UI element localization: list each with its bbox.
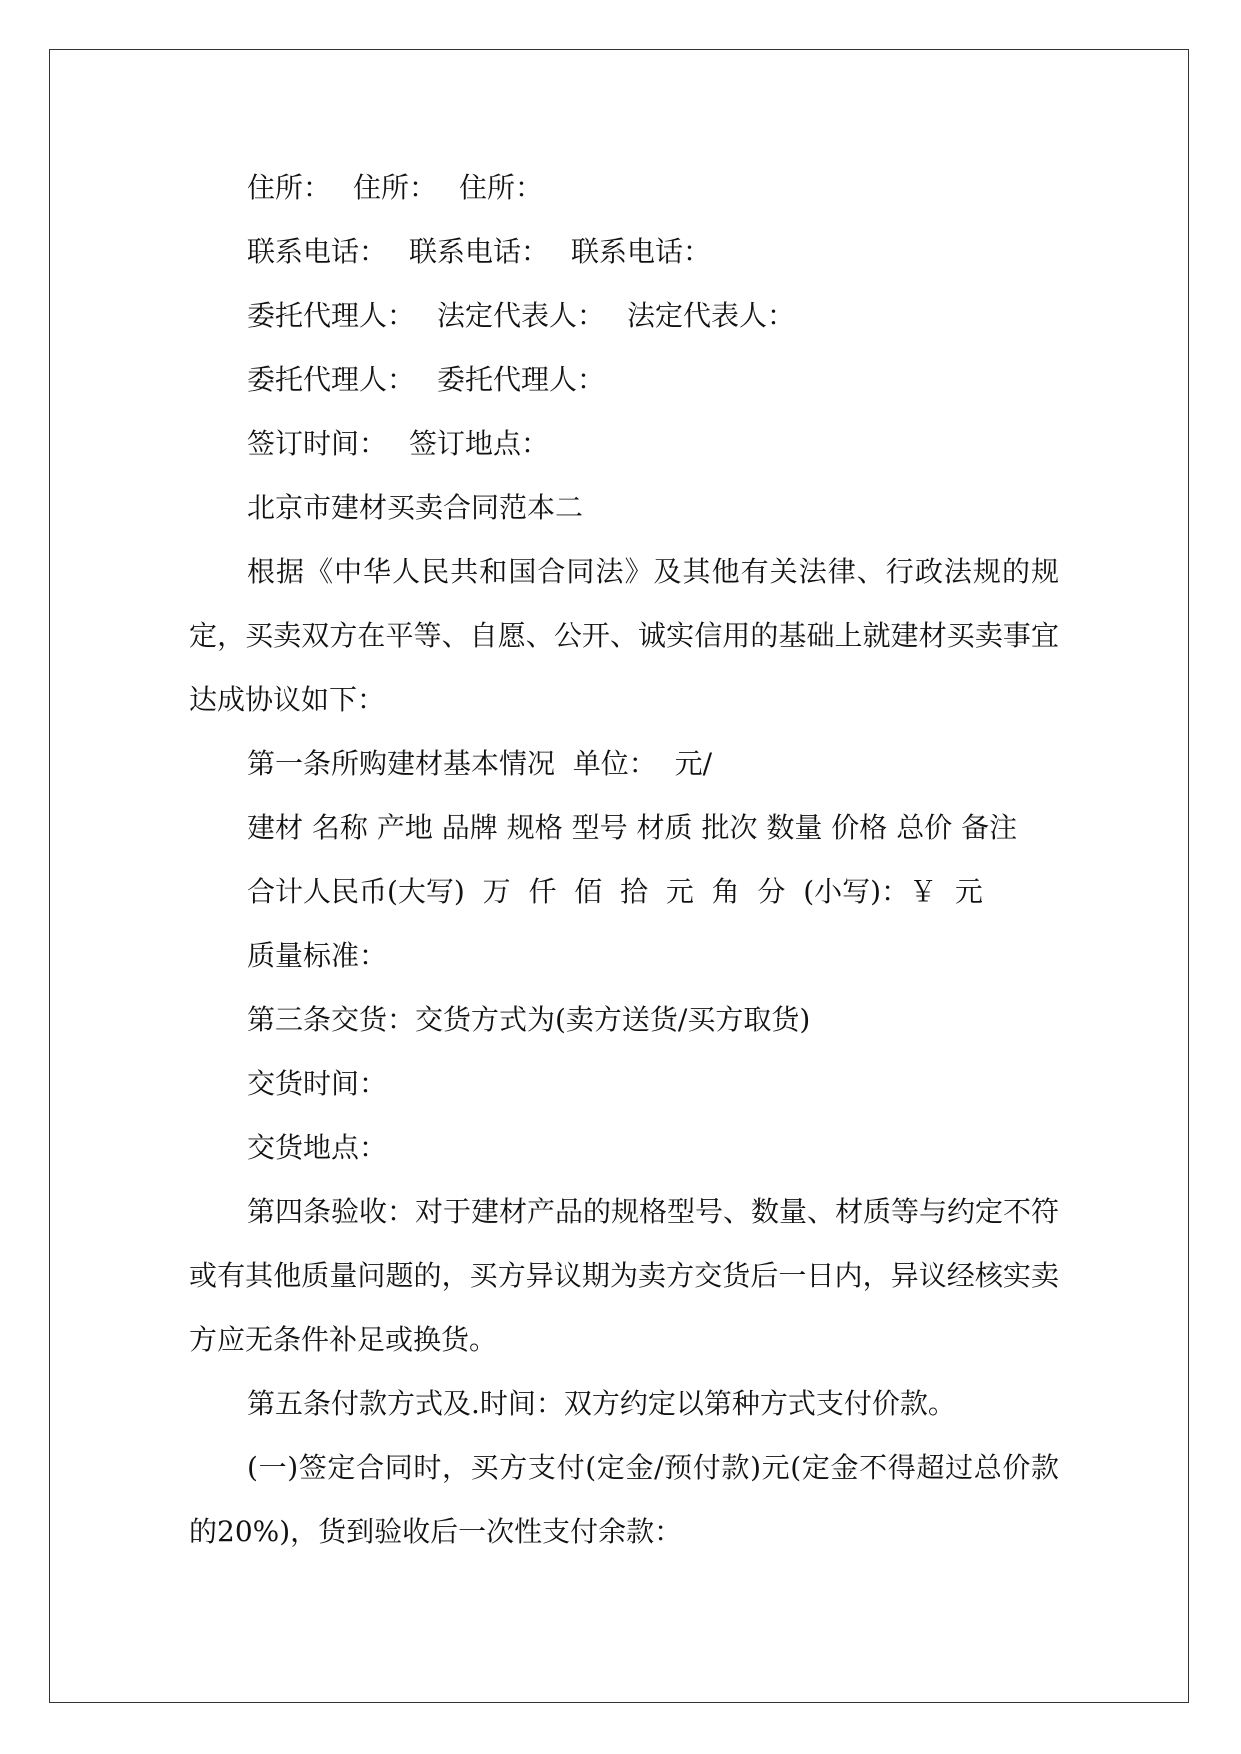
article-3: 第三条交货：交货方式为(卖方送货/买方取货): [247, 1003, 811, 1036]
column-header: 建材: [247, 811, 304, 844]
legal-rep-label: 法定代表人：: [437, 299, 606, 332]
address-label: 住所：: [247, 171, 332, 204]
agent-label: 委托代理人：: [247, 363, 416, 396]
column-header: 品牌: [441, 811, 498, 844]
agent-label: 委托代理人：: [247, 299, 416, 332]
intro-paragraph: 根据《中华人民共和国合同法》及其他有关法律、行政法规的规定，买卖双方在平等、自愿、公开、诚实信用的基础上就建材买卖事宜达成协议如下：: [189, 555, 1059, 716]
article-4-paragraph: 第四条验收：对于建材产品的规格型号、数量、材质等与约定不符或有其他质量问题的，买方异议期为卖方交货后一日内，异议经核实卖方应无条件补足或换货。: [189, 1195, 1060, 1356]
agent-label: 委托代理人：: [437, 363, 606, 396]
sign-place-label: 签订地点：: [409, 427, 550, 460]
phone-line: [189, 220, 1059, 284]
column-header: 型号: [571, 811, 628, 844]
sign-time-label: 签订时间：: [247, 427, 388, 460]
legal-rep-label: 法定代表人：: [627, 299, 796, 332]
quality-standard: 质量标准：: [247, 939, 388, 972]
column-header: 材质: [636, 811, 693, 844]
agent-line: [189, 348, 1059, 412]
section-title: 北京市建材买卖合同范本二: [247, 491, 584, 524]
address-label: 住所：: [459, 171, 544, 204]
column-header: 产地: [376, 811, 433, 844]
column-header: 总价: [896, 811, 953, 844]
column-header: 数量: [766, 811, 823, 844]
address-label: 住所：: [353, 171, 438, 204]
representative-line: [189, 284, 1059, 348]
column-header: 批次: [701, 811, 758, 844]
signing-line: [189, 412, 1059, 476]
article-1: 第一条所购建材基本情况 单位： 元/: [247, 747, 713, 780]
document-body: [189, 156, 1059, 1564]
column-header: 价格: [831, 811, 888, 844]
payment-option-1: (一)签定合同时，买方支付(定金/预付款)元(定金不得超过总价款的20%)，货到验收后一次性支付余款：: [189, 1451, 1059, 1548]
address-line: [189, 156, 1059, 220]
phone-label: 联系电话：: [247, 235, 388, 268]
phone-label: 联系电话：: [571, 235, 712, 268]
total-line: 合计人民币(大写) 万 仟 佰 拾 元 角 分 (小写)：￥ 元: [247, 875, 983, 908]
delivery-time: 交货时间：: [247, 1067, 388, 1100]
article-5: 第五条付款方式及.时间：双方约定以第种方式支付价款。: [247, 1387, 956, 1420]
phone-label: 联系电话：: [409, 235, 550, 268]
delivery-place: 交货地点：: [247, 1131, 388, 1164]
column-headers: [189, 796, 1059, 860]
column-header: 备注: [961, 811, 1018, 844]
column-header: 名称: [311, 811, 368, 844]
column-header: 规格: [506, 811, 563, 844]
